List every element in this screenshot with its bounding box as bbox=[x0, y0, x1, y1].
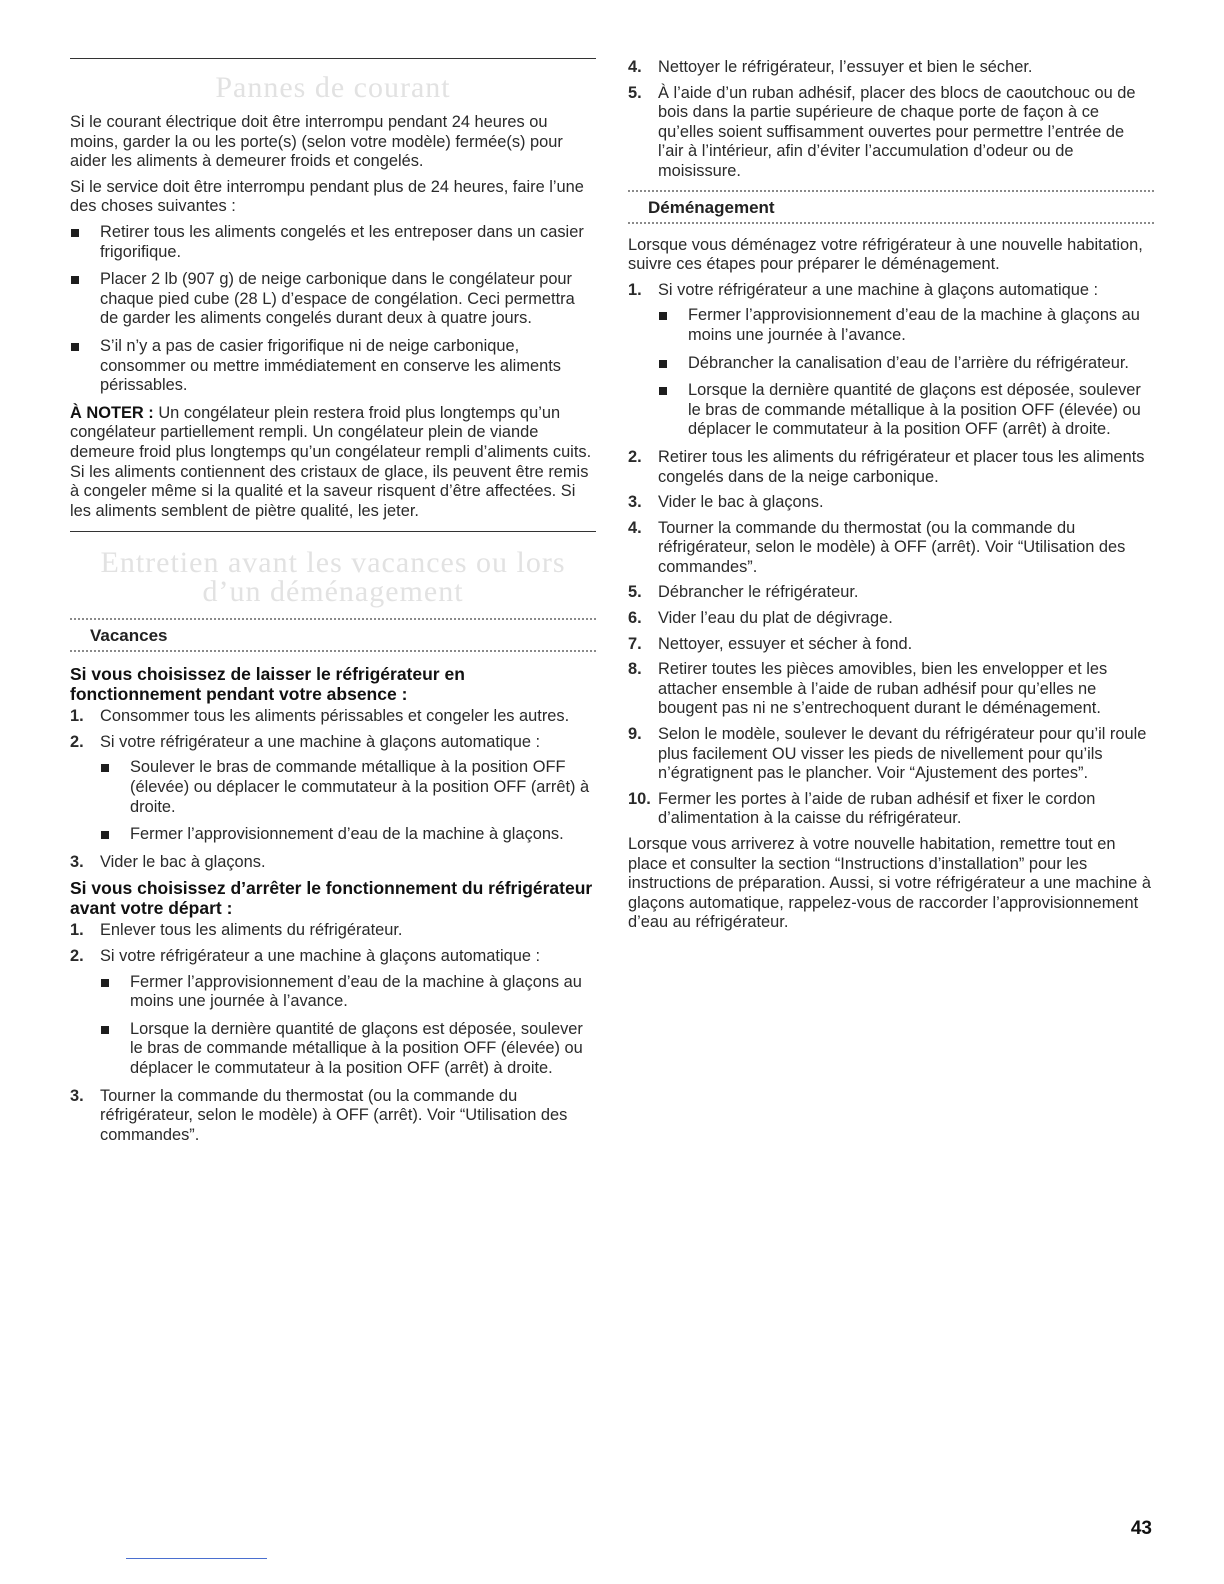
stop-steps bbox=[70, 921, 596, 966]
list-item: 2. Retirer tous les aliments du réfrigérateur et placer tous les aliments congelés dans de la neige carbonique. bbox=[628, 447, 1145, 486]
moving-step-1 bbox=[628, 281, 1154, 301]
list-item: 1. Si votre réfrigérateur a une machine à glaçons automatique : bbox=[628, 280, 1099, 299]
moving-heading: Déménagement bbox=[648, 197, 775, 217]
list-item: Fermer l’approvisionnement d’eau de la machine à glaçons. bbox=[100, 825, 596, 845]
list-item: 10. Fermer les portes à l’aide de ruban adhésif et fixer le cordon d’alimentation à la caisse du réfrigérateur. bbox=[628, 789, 1096, 828]
list-item: 5. À l’aide d’un ruban adhésif, placer des blocs de caoutchouc ou de bois dans la partie supérieure de chaque porte de façon à ce qu’elles soient suffisamment ouvertes pour permettre l’entrée de l’air à l’intérieur, afin d’éviter l’accumulation d’odeur ou de moisissure. bbox=[628, 83, 1136, 180]
list-item: 4. Tourner la commande du thermostat (ou la commande du réfrigérateur, selon le modèle) à OFF (arrêt). Voir “Utilisation des commandes”. bbox=[628, 518, 1126, 576]
care-title-line-1: Entretien avant les vacances ou lors bbox=[100, 546, 566, 580]
moving-sub-list bbox=[628, 306, 1154, 440]
power-note bbox=[70, 404, 596, 522]
list-item: 2. Si votre réfrigérateur a une machine à glaçons automatique : bbox=[70, 732, 541, 751]
care-title bbox=[70, 546, 596, 609]
power-paragraph-2: Si le service doit être interrompu pendant plus de 24 heures, faire l’une des choses suivantes : bbox=[70, 177, 584, 216]
list-item: Lorsque la dernière quantité de glaçons est déposée, soulever le bras de commande métallique à la position OFF (élevée) ou déplacer le commutateur à la position OFF (arrêt) à droite. bbox=[658, 381, 1154, 440]
continued-steps bbox=[628, 58, 1154, 182]
list-item: 7. Nettoyer, essuyer et sécher à fond. bbox=[628, 634, 913, 653]
list-item: Fermer l’approvisionnement d’eau de la machine à glaçons au moins une journée à l’avance. bbox=[100, 973, 596, 1012]
list-item: 1. Enlever tous les aliments du réfrigérateur. bbox=[70, 921, 403, 940]
page-number: 43 bbox=[1130, 1518, 1152, 1539]
power-bullet-list bbox=[70, 223, 596, 396]
stop-heading: Si vous choisissez d’arrêter le fonctionnement du réfrigérateur avant votre départ : bbox=[70, 878, 593, 919]
stop-sub-list bbox=[70, 973, 596, 1079]
care-title-line-2: d’un déménagement bbox=[202, 575, 464, 609]
list-item: 6. Vider l’eau du plat de dégivrage. bbox=[628, 609, 893, 628]
keep-running-steps-cont bbox=[70, 853, 596, 873]
left-column bbox=[70, 58, 596, 1151]
vacation-heading: Vacances bbox=[90, 626, 168, 646]
power-paragraph-1: Si le courant électrique doit être interrompu pendant 24 heures ou moins, garder la ou les porte(s) (selon votre modèle) fermée(s) pour aider les aliments à demeurer froids et congelés. bbox=[70, 113, 563, 171]
moving-intro: Lorsque vous déménagez votre réfrigérateur à une nouvelle habitation, suivre ces étapes pour préparer le déménagement. bbox=[628, 235, 1143, 274]
list-item: 3. Vider le bac à glaçons. bbox=[628, 493, 824, 512]
bottom-line bbox=[126, 1558, 267, 1559]
top-rule bbox=[70, 58, 596, 59]
note-label: À NOTER : bbox=[70, 403, 154, 422]
list-item: 8. Retirer toutes les pièces amovibles, bien les envelopper et les attacher ensemble à l’aide de ruban adhésif pour qu’elles ne bougent pas ni ne s’entrechoquent durant le déménagement. bbox=[628, 660, 1108, 718]
list-item: Débrancher la canalisation d’eau de l’arrière du réfrigérateur. bbox=[658, 354, 1154, 374]
dotted-rule bbox=[628, 222, 1154, 224]
keep-running-sub-list bbox=[70, 758, 596, 844]
list-item: 1. Consommer tous les aliments périssables et congeler les autres. bbox=[70, 707, 570, 726]
right-column bbox=[628, 58, 1154, 939]
moving-outro: Lorsque vous arriverez à votre nouvelle habitation, remettre tout en place et consulter la section “Instructions d’installation” pour les instructions de préparation. Aussi, si votre réfrigérateur a une machine à glaçons automatique, rappelez-vous de raccorder l’approvisionnement d’eau au réfrigérateur. bbox=[628, 835, 1151, 932]
list-item: Soulever le bras de commande métallique à la position OFF (élevée) ou déplacer le commutateur à la position OFF (arrêt) à droite. bbox=[100, 758, 596, 817]
list-item: 3. Vider le bac à glaçons. bbox=[70, 852, 266, 871]
list-item: Fermer l’approvisionnement d’eau de la machine à glaçons au moins une journée à l’avance. bbox=[658, 306, 1154, 345]
dotted-rule bbox=[70, 650, 596, 652]
stop-steps-cont bbox=[70, 1087, 596, 1146]
list-item: 2. Si votre réfrigérateur a une machine à glaçons automatique : bbox=[70, 947, 541, 966]
keep-running-steps bbox=[70, 707, 596, 752]
list-item: 5. Débrancher le réfrigérateur. bbox=[628, 583, 859, 602]
list-item: 9. Selon le modèle, soulever le devant du réfrigérateur pour qu’il roule plus facilement OU visser les pieds de nivellement pour qu’ils n’égratignent pas le plancher. Voir “Ajustement des portes”. bbox=[628, 725, 1147, 783]
list-item: S’il n’y a pas de casier frigorifique ni de neige carbonique, consommer ou mettre immédiatement en conserve les aliments périssables. bbox=[70, 337, 596, 396]
list-item: Lorsque la dernière quantité de glaçons est déposée, soulever le bras de commande métallique à la position OFF (élevée) ou déplacer le commutateur à la position OFF (arrêt) à droite. bbox=[100, 1020, 596, 1079]
section-rule bbox=[70, 531, 596, 532]
note-text: Un congélateur plein restera froid plus longtemps qu’un congélateur partiellement rempli. Un congélateur plein de viande demeure froid plus longtemps qu’un congélateur rempli d’aliments cuits. Si les aliments contiennent des cristaux de glace, ils peuvent être remis à congeler même si la qualité et la saveur risquent d’être affectées. Si les aliments semblent de piètre qualité, les jeter. bbox=[70, 403, 592, 520]
list-item: 4. Nettoyer le réfrigérateur, l’essuyer et bien le sécher. bbox=[628, 58, 1033, 76]
power-outage-title: Pannes de courant bbox=[215, 71, 451, 104]
keep-running-heading: Si vous choisissez de laisser le réfrigérateur en fonctionnement pendant votre absence : bbox=[70, 664, 465, 705]
moving-steps bbox=[628, 448, 1154, 829]
list-item: Retirer tous les aliments congelés et les entreposer dans un casier frigorifique. bbox=[70, 223, 596, 262]
list-item: Placer 2 lb (907 g) de neige carbonique dans le congélateur pour chaque pied cube (28 L) d’espace de congélation. Ceci permettra de garder les aliments congelés durant deux à quatre jours. bbox=[70, 270, 596, 329]
list-item: 3. Tourner la commande du thermostat (ou la commande du réfrigérateur, selon le modèle) à OFF (arrêt). Voir “Utilisation des commandes”. bbox=[70, 1086, 568, 1144]
